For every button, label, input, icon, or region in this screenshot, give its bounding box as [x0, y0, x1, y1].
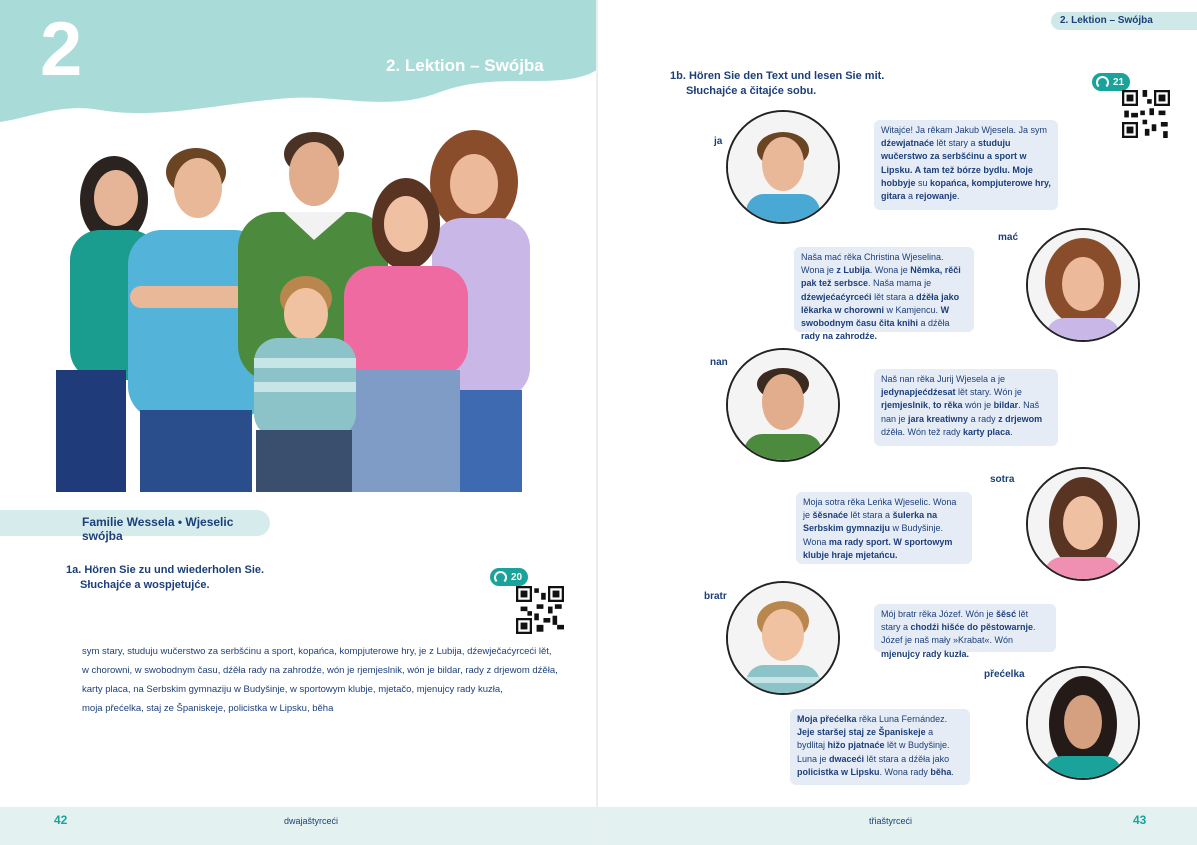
audio-badge-20[interactable]	[490, 568, 528, 586]
page-number-word-right: třiaštyrceći	[869, 816, 913, 826]
left-footer	[0, 807, 597, 845]
word-list	[82, 642, 558, 718]
bubble-precelka-text: Moja přećelka rěka Luna Fernández. Jeje staršej staj ze Španiskeje a bydlitaj hižo pjatnaće lět w Budyšinje. Luna je dwaceći lět stara a dźěła jako policistka w Lipsku. Wona rady běha.	[797, 714, 954, 777]
portrait-mac	[1026, 228, 1140, 342]
label-nan: nan	[710, 357, 728, 368]
label-sotra: sotra	[990, 474, 1015, 485]
running-head: 2. Lektion – Swójba	[1051, 12, 1197, 30]
word-line-1: sym stary, studuju wučerstwo za serbšćinu a sport, kopańca, kompjuterowe hry, je z Lubija, dźewječaćyrceći lět,	[82, 646, 552, 657]
word-line-4: moja přećelka, staj ze Španiskeje, policistka w Lipsku, běha	[82, 703, 334, 714]
bubble-bratr-text: Mój bratr rěka Józef. Wón je šěsć lět stary a chodźi hišće do pěstowarnje. Józef je naš mały »Krabat«. Wón mjenujcy rady kuzła.	[881, 609, 1036, 659]
label-bratr: bratr	[704, 591, 727, 602]
bubble-mac	[794, 247, 974, 342]
page-number-word-left: dwajaštyrceći	[284, 816, 339, 826]
right-page	[598, 0, 1197, 845]
bubble-mac-text: Naša mać rěka Christina Wjeselina. Wona je z Lubija. Wona je Němka, rěči pak tež serbsce. Naša mama je dźewjećaćyrceći lět stara a dźěła jako lěkarka w chorowni w Kamjencu. W swobodnym času čita knihi a dźěła rady na zahrodźe.	[801, 252, 961, 342]
chapter-number: 2	[40, 7, 83, 92]
section-title: Familie Wessela • Wjeselic swójba	[82, 515, 234, 543]
portrait-bratr	[726, 581, 840, 695]
task-1a-line2: Słuchajće a wospjetujće.	[80, 579, 210, 591]
bubble-nan-text: Naš nan rěka Jurij Wjesela a je jedynapjećdźesat lět stary. Wón je rjemjeslnik, to rěka wón je bildar. Naš nan je jara kreatiwny a rady z drjewom dźěła. Wón tež rady karty placa.	[881, 374, 1043, 437]
portrait-sotra	[1026, 467, 1140, 581]
lesson-title: 2. Lektion – Swójba	[386, 56, 544, 75]
label-mac: mać	[998, 232, 1019, 243]
label-precelka: přećelka	[984, 669, 1025, 680]
bubble-sotra	[796, 492, 972, 564]
bubble-sotra-text: Moja sotra rěka Leńka Wjeselic. Wona je šěsnaće lět stara a šulerka na Serbskim gymnaziju w Budyšinje. Wona ma rady sport. W sportowym klubje hraje mjetańcu.	[803, 497, 957, 560]
bubble-precelka	[790, 709, 970, 785]
headphones-icon	[494, 571, 507, 584]
portrait-precelka	[1026, 666, 1140, 780]
qr-code-icon[interactable]	[516, 586, 564, 634]
task-1a-line1: 1a. Hören Sie zu und wiederholen Sie.	[66, 564, 265, 576]
task-1b-title	[670, 69, 884, 99]
task-1b-line1: 1b. Hören Sie den Text und lesen Sie mit.	[670, 70, 885, 82]
bubble-ja	[874, 120, 1058, 210]
family-illustration	[56, 120, 534, 492]
headphones-icon	[1096, 76, 1109, 89]
right-footer	[598, 807, 1197, 845]
bubble-bratr	[874, 604, 1056, 659]
word-line-2: w chorowni, w swobodnym času, dźěła rady na zahrodźe, wón je rjemjeslnik, wón je bildar, rady z drjewom dźěła,	[82, 665, 558, 676]
page-number-left: 42	[54, 813, 68, 827]
portrait-nan	[726, 348, 840, 462]
label-ja: ja	[714, 136, 723, 147]
task-1b-line2: Słuchajće a čitajće sobu.	[686, 85, 817, 97]
word-line-3: karty placa, na Serbskim gymnaziju w Budyšinje, w sportowym klubje, mjetačo, mjenujcy rady kuzła,	[82, 684, 503, 695]
bubble-ja-text: Witajće! Ja rěkam Jakub Wjesela. Ja sym dźewjatnaće lět stary a studuju wučerstwo za serbšćinu a sport w Lipsku. A tam tež bórze bydlu. Moje hobbyje su kopańca, kompjuterowe hry, gitara a rejowanje.	[881, 125, 1051, 202]
bubble-nan	[874, 369, 1058, 446]
audio-track-number: 20	[511, 571, 523, 583]
portrait-ja	[726, 110, 840, 224]
qr-code-icon[interactable]	[1122, 90, 1170, 138]
page-number-right: 43	[1133, 813, 1147, 827]
left-page	[0, 0, 597, 845]
audio-badge-21[interactable]	[1092, 73, 1130, 91]
section-title-bar	[0, 510, 270, 543]
task-1a-title	[66, 563, 264, 593]
audio-track-number: 21	[1113, 76, 1125, 88]
